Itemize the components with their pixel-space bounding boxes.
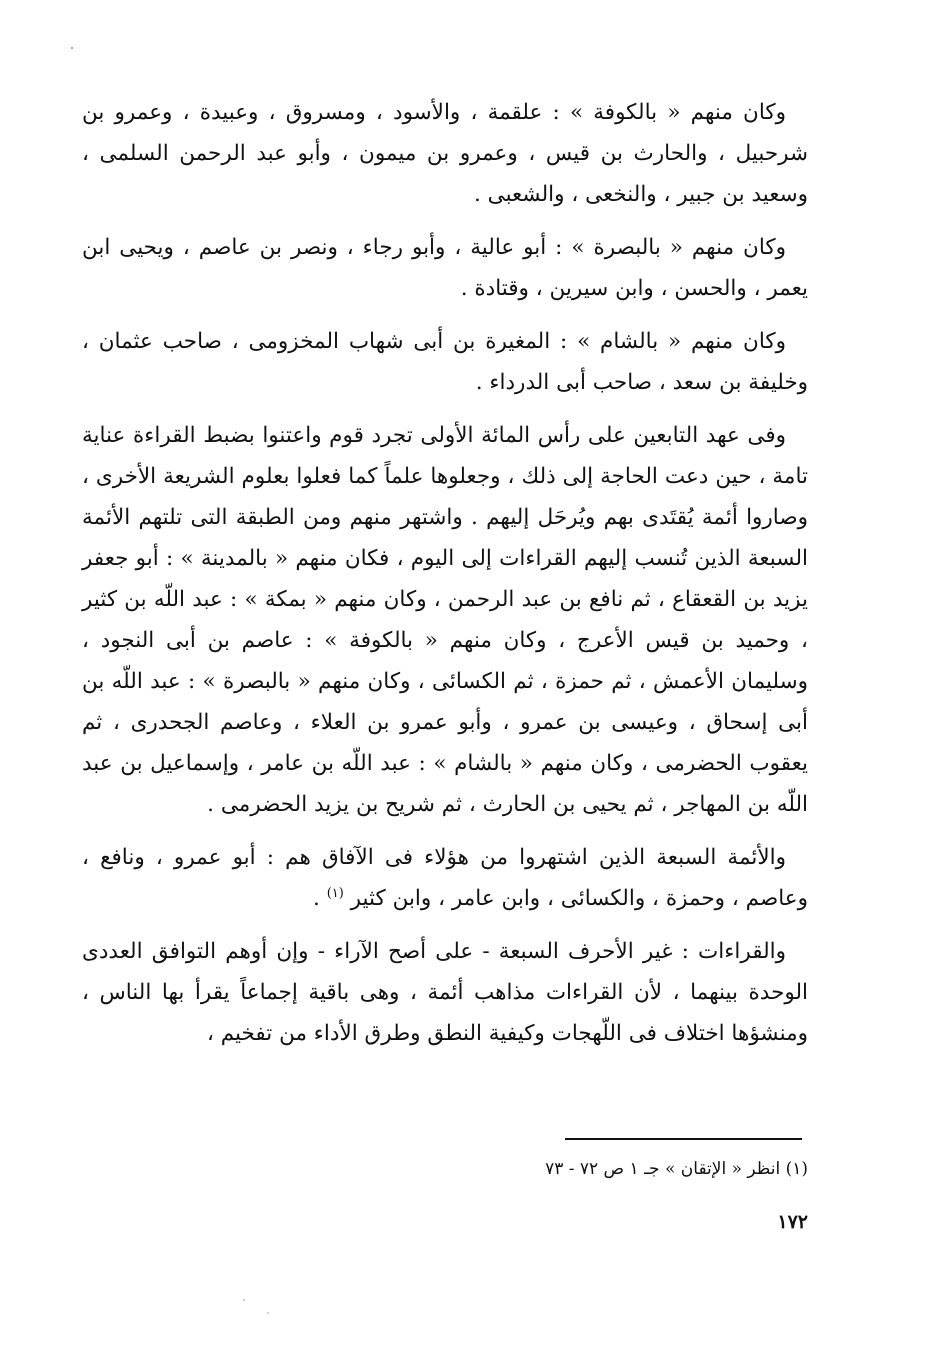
paragraph-qiraat: والقراءات : غير الأحرف السبعة - على أصح الآراء - وإن أوهم التوافق العددى الوحدة بينهما ، لأن القراءات مذاهب أئمة ، وهى باقية إجماعاً يقرأ بها الناس ، ومنشؤها اختلاف فى اللّهجات وكيفية النطق وطرق الأداء من تفخيم ، xyxy=(82,939,808,1046)
scan-speck xyxy=(267,1312,269,1314)
footnote-divider xyxy=(565,1138,802,1140)
scan-speck xyxy=(243,1299,245,1301)
paragraph-sham: وكان منهم « بالشام » : المغيرة بن أبى شهاب المخزومى ، صاحب عثمان ، وخليفة بن سعد ، صاحب أبى الدرداء . xyxy=(82,329,808,395)
page-body xyxy=(82,92,808,1066)
paragraph-kufa: وكان منهم « بالكوفة » : علقمة ، والأسود ، ومسروق ، وعبيدة ، وعمرو بن شرحبيل ، والحارث بن قيس ، وعمرو بن ميمون ، وأبو عبد الرحمن السلمى ، وسعيد بن جبير ، والنخعى ، والشعبى . xyxy=(82,100,808,207)
page-number: ١٧٢ xyxy=(777,1211,808,1233)
footnote: (١) انظر « الإتقان » جـ ١ ص ٧٢ - ٧٣ xyxy=(545,1159,808,1179)
scan-speck xyxy=(71,47,73,49)
paragraph-basra: وكان منهم « بالبصرة » : أبو عالية ، وأبو رجاء ، ونصر بن عاصم ، ويحيى ابن يعمر ، والحسن ، وابن سيرين ، وقتادة . xyxy=(82,235,808,301)
paragraph-seven-imams-text: والأئمة السبعة الذين اشتهروا من هؤلاء فى الآفاق هم : أبو عمرو ، ونافع ، وعاصم ، وحمزة ، والكسائى ، وابن عامر ، وابن كثير xyxy=(82,845,808,911)
paragraph-seven-imams-tail: . xyxy=(313,886,327,911)
footnote-reference[interactable]: (١) xyxy=(326,885,344,901)
paragraph-tabiin: وفى عهد التابعين على رأس المائة الأولى تجرد قوم واعتنوا بضبط القراءة عناية تامة ، حين دعت الحاجة إلى ذلك ، وجعلوها علماً كما فعلوا بعلوم الشريعة الأخرى ، وصاروا أئمة يُقتَدى بهم ويُرحَل إليهم . واشتهر منهم ومن الطبقة التى تلتهم الأئمة السبعة الذين تُنسب إليهم القراءات إلى اليوم ، فكان منهم « بالمدينة » : أبو جعفر يزيد بن القعقاع ، ثم نافع بن عبد الرحمن ، وكان منهم « بمكة » : عبد اللّه بن كثير ، وحميد بن قيس الأعرج ، وكان منهم « بالكوفة » : عاصم بن أبى النجود ، وسليمان الأعمش ، ثم حمزة ، ثم الكسائى ، وكان منهم « بالبصرة » : عبد اللّه بن أبى إسحاق ، وعيسى بن عمرو ، وأبو عمرو بن العلاء ، وعاصم الجحدرى ، ثم يعقوب الحضرمى ، وكان منهم « بالشام » : عبد اللّه بن عامر ، وإسماعيل بن عبد اللّه بن المهاجر ، ثم يحيى بن الحارث ، ثم شريح بن يزيد الحضرمى . xyxy=(82,423,808,817)
paragraph-seven-imams xyxy=(82,837,808,919)
